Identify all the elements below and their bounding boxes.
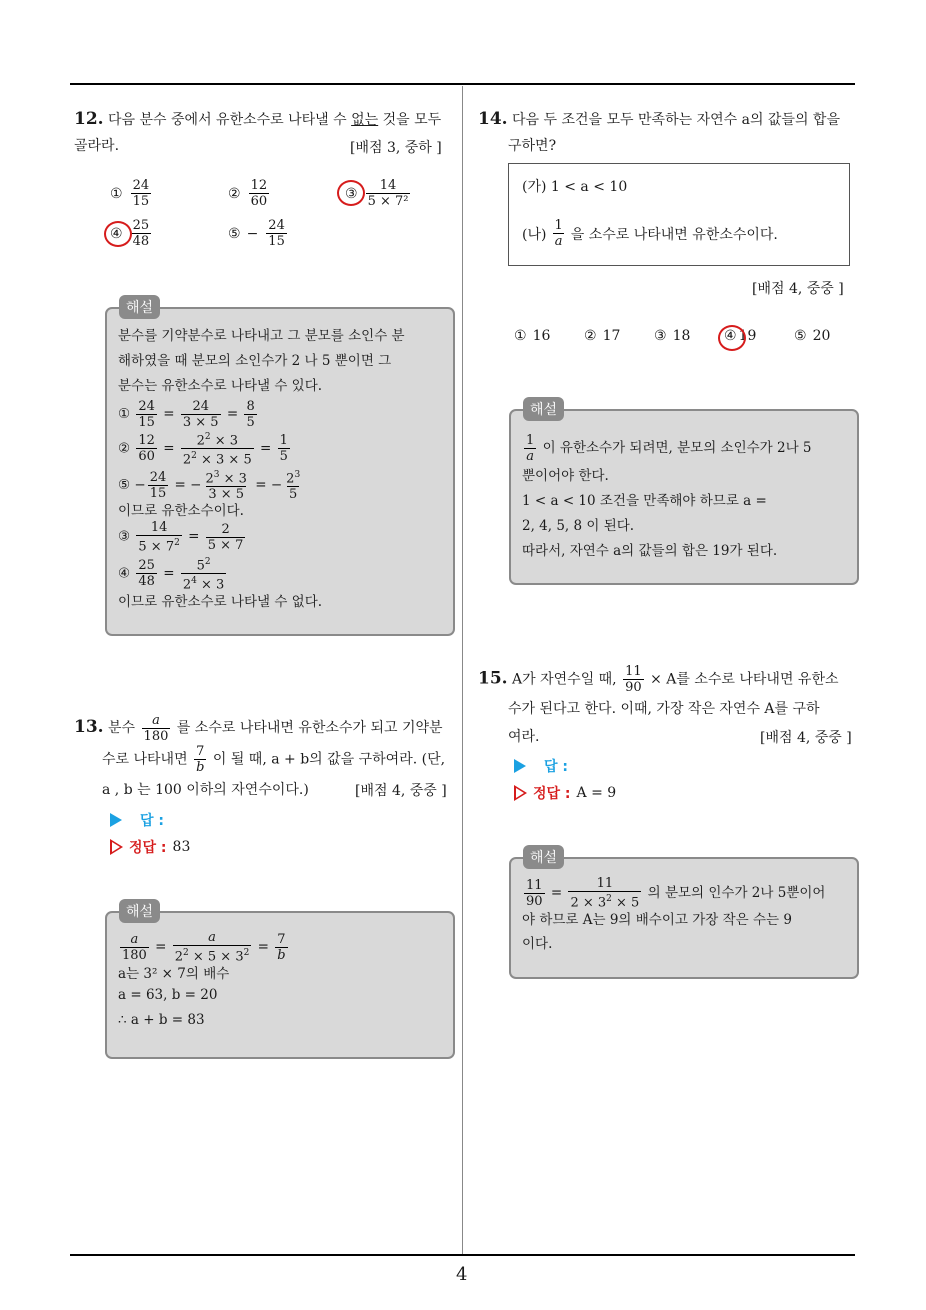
choice-4[interactable]: ④ $\frac{25}{48}$: [110, 218, 150, 249]
solution-text: 분수를 기약분수로 나타내고 그 분모를 소인수 분 해하였을 때 분모의 소인수가 2 나 5 뿐이면 그 분수는 유한소수로 나타낼 수 있다. ① $\frac{24}{15}$ = $\frac{24}{3 \times 5}$ = $\frac{8}{5}$ ② $\frac{12}{60}$ = $\frac{2^2 \times 3}{2^2 \times 3 \times 5}$ = $\frac{1}{5}$ ⑤ − $\frac{24}{15}$ = − $\frac{2^3 \times 3}{3 \times 5}$ = − $\frac{2^3}{5}$ 이므로 유한소수이다. ③ $\frac{14}{5 \times 7^2}$ = $\frac{2}{5 \times 7}$ ④ $\frac{25}{48}$ = $\frac{5^2}{2^4 \times 3}$ 이므로 유한소수로 나타낼 수 없다.: [118, 328, 405, 611]
selected-mark: [337, 180, 365, 206]
solution-tag: 해설: [119, 899, 160, 923]
condition-1: (가) 1 < a < 10: [522, 179, 628, 195]
solution-tag: 해설: [523, 397, 564, 421]
solution-text: $\frac{a}{180}$ = $\frac{a}{2^2 \times 5 \times 3^2}$ = $\frac{7}{b}$ a는 3² × 7의 배수 a = 63, b = 20 ∴ a + b = 83: [118, 930, 286, 1028]
choice-4[interactable]: ④ 19: [724, 328, 757, 344]
choice-1[interactable]: ① $\frac{24}{15}$: [110, 178, 150, 209]
correct-answer: 정답 : A = 9: [514, 783, 616, 803]
choice-3[interactable]: ③ $\frac{14}{\text{5 × 7²}}$: [345, 178, 409, 209]
score-meta: [배점 4, 중중 ]: [752, 281, 844, 297]
choice-3[interactable]: ③ 18: [654, 328, 691, 344]
score-meta: [배점 3, 중하 ]: [350, 140, 442, 156]
choice-1[interactable]: ① 16: [514, 328, 551, 344]
outline-triangle-icon: [514, 785, 527, 801]
question-number: 12.: [74, 109, 104, 129]
footer-rule: [70, 1254, 855, 1256]
choice-5[interactable]: ⑤ 20: [794, 328, 831, 344]
play-icon: [110, 813, 122, 827]
selected-mark: [104, 221, 132, 247]
correct-answer: 정답 : 83: [110, 837, 190, 857]
score-meta: [배점 4, 중중 ]: [760, 730, 852, 746]
choice-2[interactable]: ② $\frac{12}{60}$: [228, 178, 268, 209]
selected-mark: [718, 325, 746, 351]
solution-text: $\frac{11}{90}$ = $\frac{11}{2 \times 3^2 \times 5}$ 의 분모의 인수가 2나 5뿐이어 야 하므로 A는 9의 배수이고 가장 작은 수는 9 이다.: [522, 876, 826, 952]
header-rule: [70, 83, 855, 85]
page-number: 4: [456, 1264, 468, 1285]
answer-input[interactable]: 답 :: [514, 756, 568, 776]
column-divider: [462, 86, 463, 1254]
solution-tag: 해설: [119, 295, 160, 319]
play-icon: [514, 759, 526, 773]
condition-2: (나) $\frac{1}{a}$ 을 소수로 나타내면 유한소수이다.: [522, 218, 778, 249]
score-meta: [배점 4, 중중 ]: [355, 783, 447, 799]
solution-tag: 해설: [523, 845, 564, 869]
solution-text: $\frac{1}{a}$ 이 유한소수가 되려면, 분모의 소인수가 2나 5 뿐이어야 한다. 1 < a < 10 조건을 만족해야 하므로 a = 2, 4, 5, 8 이 된다. 따라서, 자연수 a의 값들의 합은 19가 된다.: [522, 433, 812, 559]
outline-triangle-icon: [110, 839, 123, 855]
choice-2[interactable]: ② 17: [584, 328, 621, 344]
answer-input[interactable]: 답 :: [110, 810, 164, 830]
choice-5[interactable]: ⑤ − $\frac{24}{15}$: [228, 218, 285, 249]
question-text: 다음 분수 중에서 유한소수로 나타낼 수 없는 것을 모두 골라라.: [74, 112, 442, 154]
